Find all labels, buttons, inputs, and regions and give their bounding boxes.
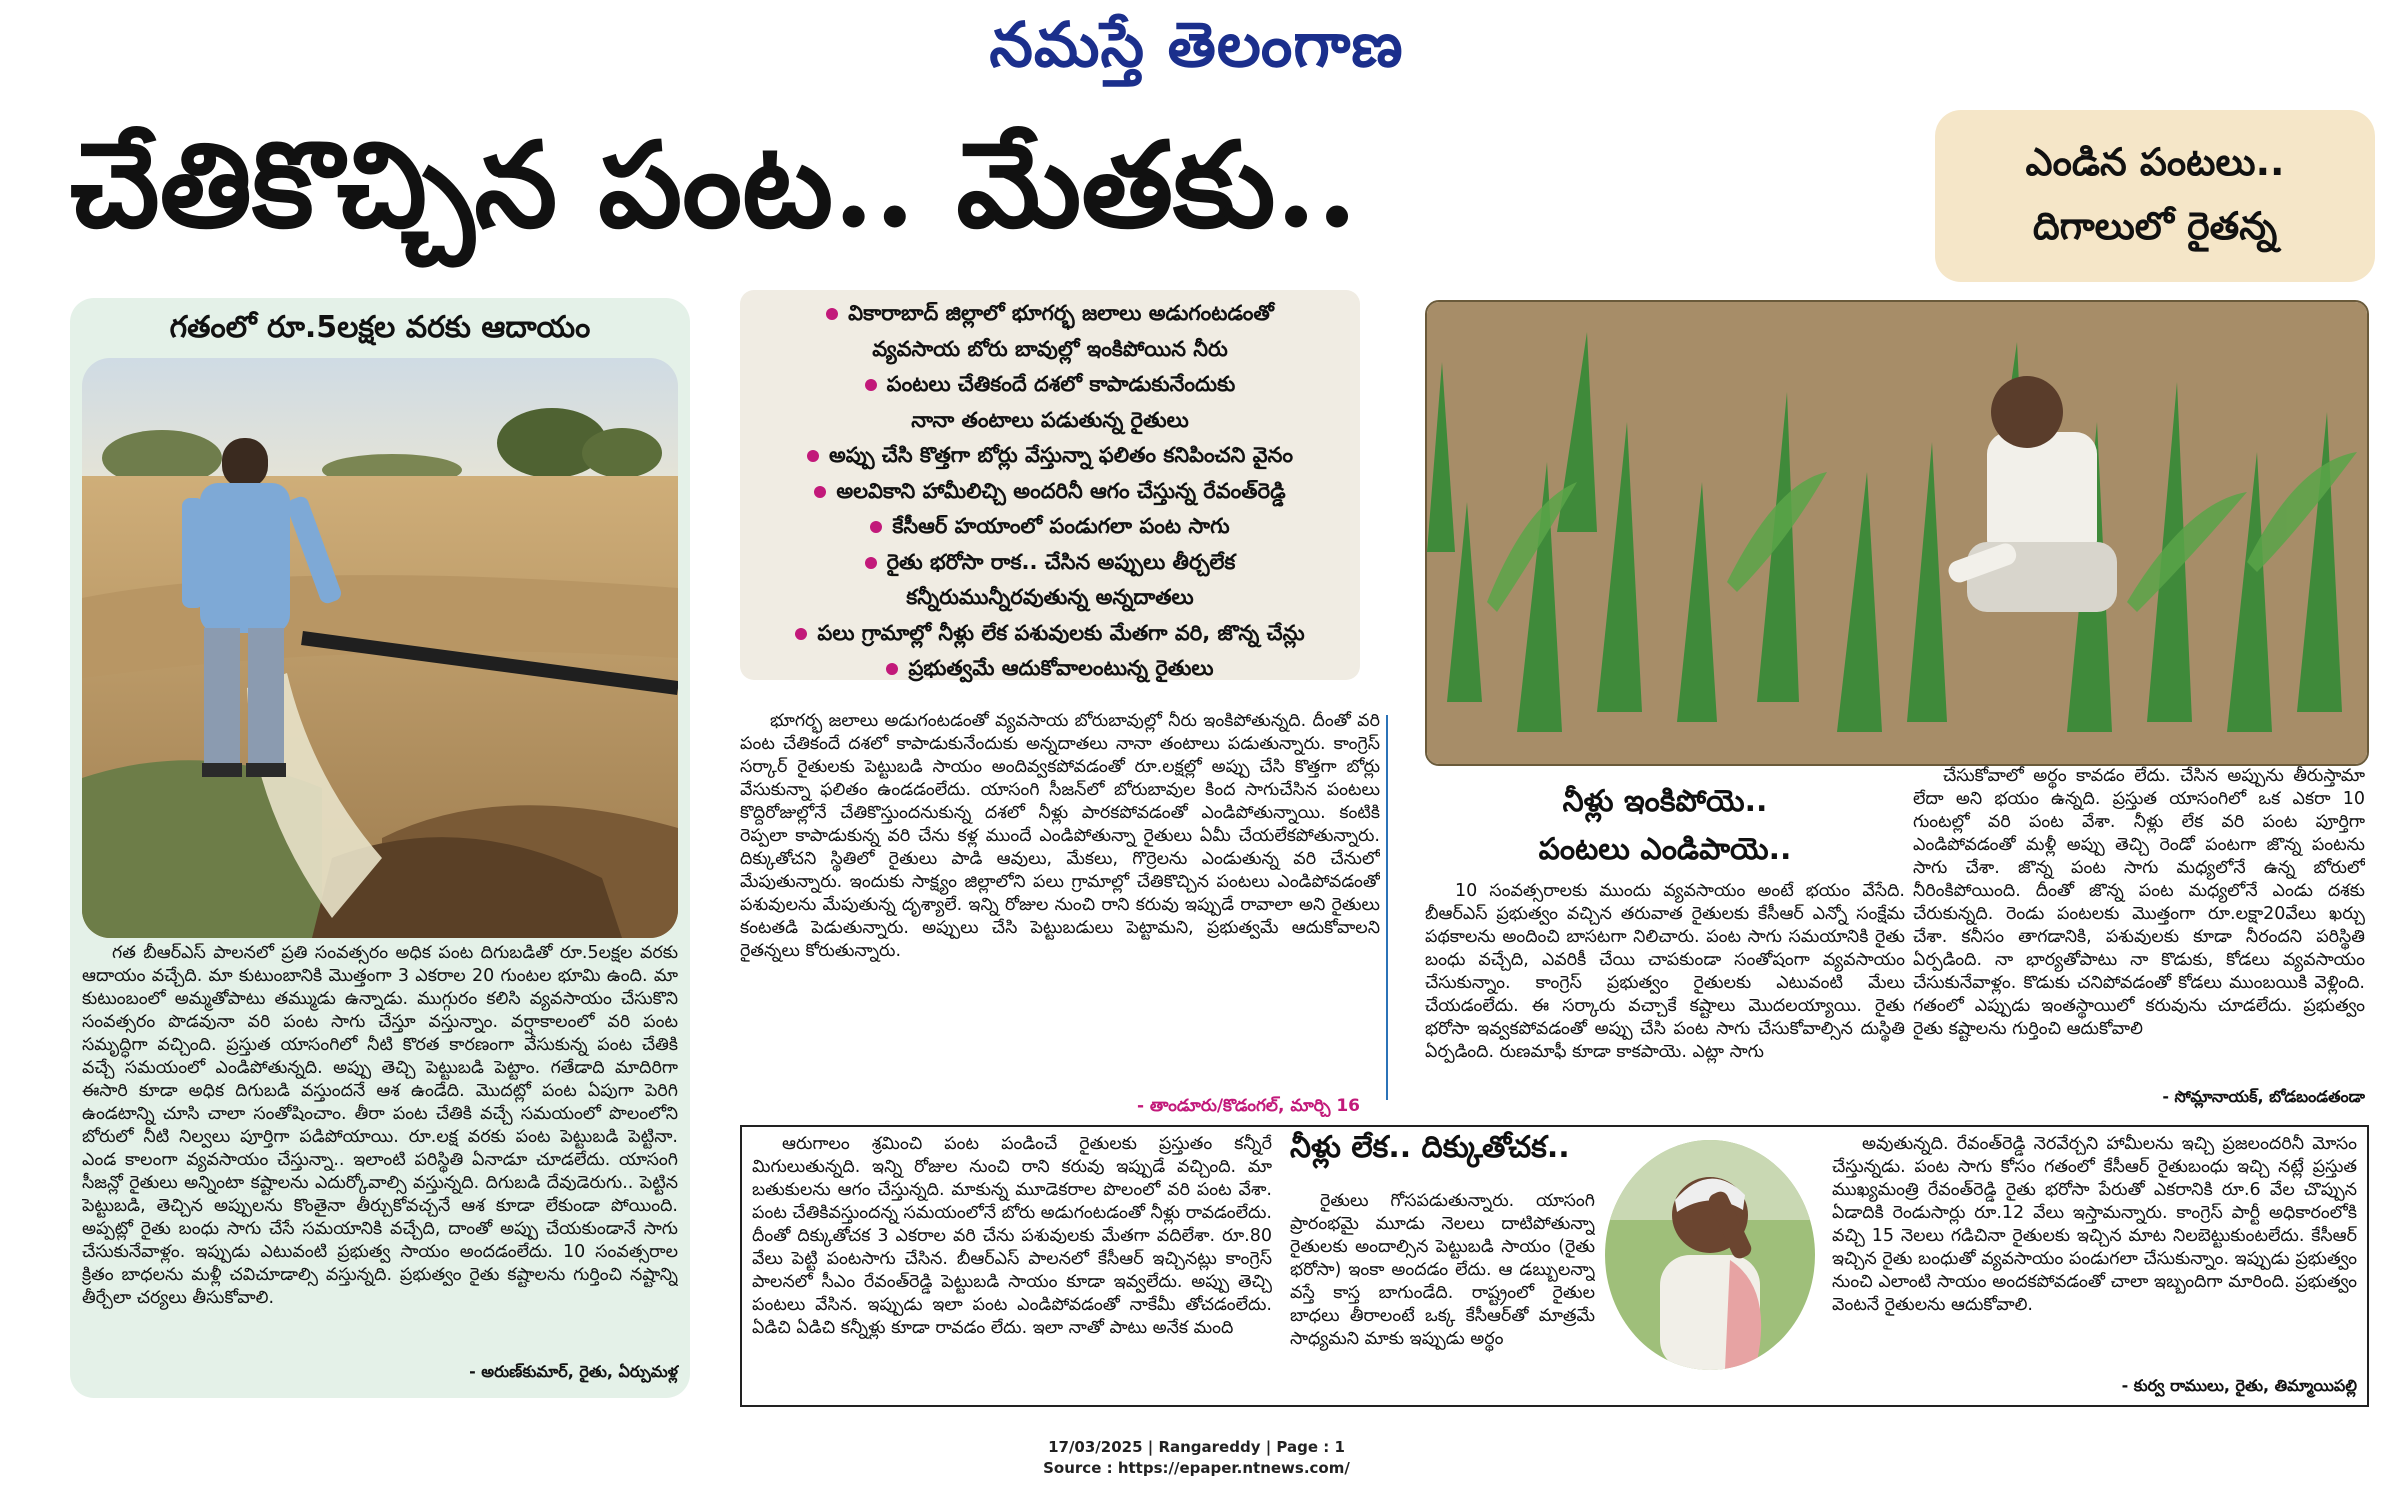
- middle-story-text: భూగర్భ జలాలు అడుగంటడంతో వ్యవసాయ బోరుబావుల్లో నీరు ఇంకిపోతున్నది. దీంతో వరి పంట చేతికందే దశలో కాపాడుకునేందుకు అన్నదాతలు నానా తంటాలు పడుతున్నారు. కాంగ్రెస్ సర్కార్ రైతులకు పెట్టుబడి సాయం అందివ్వకపోవడంతో రూ.లక్షల్లో అప్పు చేసి కొత్తగా బోర్లు వేసుకున్నా ఫలితం ఉండడంలేదు. యాసంగి సీజన్‌లో బోరుబావుల కింద సాగుచేసిన పంటలు కొద్దిరోజుల్లోనే చేతికొస్తుందనుకున్న దశలో నీళ్లు పారకపోవడంతో ఎండిపోతున్నాయి. కంటికి రెప్పలా కాపాడుకున్న వరి చేను కళ్ల ముందే ఎండిపోతున్నా రైతులు ఏమీ చేయలేకపోతున్నారు. దిక్కుతోచని స్థితిలో రైతులు పాడి ఆవులు, మేకలు, గొర్రెలను ఎండుతున్న వరి చేనులో మేపుతున్నారు. ఇందుకు సాక్ష్యం జిల్లాలోని పలు గ్రామాల్లో చేతికొచ్చిన పంటలు ఎండిపోవడంతో పశువులను మేపుతున్న దృశ్యాలే. ఇన్ని రోజుల నుంచి రాని కరువు ఇప్పుడే రావాలా అని రైతులు కంటతడి పెడుతున్నారు. అప్పులు చేసి పెట్టుబడులు పెట్టామని, ప్రభుత్వమే ఆదుకోవాలని రైతన్నలు కోరుతున్నారు.: [740, 711, 1380, 961]
- footer-source-link[interactable]: Source : https://epaper.ntnews.com/: [1043, 1459, 1350, 1477]
- bullet-dot-icon: [870, 521, 882, 533]
- highlight-item: నానా తంటాలు పడుతున్న రైతులు: [911, 407, 1189, 432]
- page-footer: [0, 1437, 2393, 1479]
- tagline-line-1: ఎండిన పంటలు..: [2025, 140, 2285, 184]
- right-story-sign: - సోమ్లానాయక్, బోడబండతండా: [2162, 1087, 2365, 1106]
- bullet-dot-icon: [814, 486, 826, 498]
- bottom-story-headline: నీళ్లు లేక.. దిక్కుతోచక..: [1290, 1130, 1570, 1165]
- highlight-item: రైతు భరోసా రాక.. చేసిన అప్పులు తీర్చలేక: [760, 545, 1340, 581]
- main-headline: చేతికొచ్చిన పంట.. మేతకు..: [70, 115, 1358, 254]
- right-story-headline-2: పంటలు ఎండిపాయె..: [1538, 832, 1792, 867]
- bottom-story-col3-text: అవుతున్నది. రేవంత్‌రెడ్డి నెరవేర్చని హామీలను ఇచ్చి ప్రజలందరినీ మోసం చేస్తున్నడు. పంట సాగు కోసం గతంలో కేసీఆర్ రైతుబంధు ఇచ్చి నట్లే ప్రస్తుత ముఖ్యమంత్రి రేవంత్‌రెడ్డి రైతు భరోసా పేరుతో ఎకరానికి రూ.6 వేల చొప్పున ఏడాదికి రెండుసార్లు రూ.12 వేలు ఇస్తామన్నారు. కాంగ్రెస్ పార్టీ అధికారంలోకి వచ్చి 15 నెలలు గడిచినా రైతులకు ఇచ్చిన మాట నిలబెట్టుకుంటలేదు. కేసీఆర్ ఇచ్చిన రైతు బంధుతో వ్యవసాయం పండుగలా చేసుకున్నాం. ఇప్పుడు ప్రభుత్వం నుంచి ఎలాంటి సాయం అందకపోవడంతో చాలా ఇబ్బందిగా మారింది. ప్రభుత్వం వెంటనే రైతులను ఆదుకోవాలి.: [1832, 1134, 2357, 1315]
- highlight-item: అప్పు చేసి కొత్తగా బోర్లు వేస్తున్నా ఫలితం కనిపించని వైనం: [760, 438, 1340, 474]
- left-story-body: [82, 942, 678, 1357]
- left-story-sign: - అరుణ్‌కుమార్, రైతు, ఏర్పుమళ్ల: [469, 1362, 678, 1381]
- highlight-item: వ్యవసాయ బోరు బావుల్లో ఇంకిపోయిన నీరు: [872, 336, 1228, 361]
- farmer-field-photo: [1425, 300, 2369, 766]
- highlight-item: అలవికాని హామీలిచ్చి అందరినీ ఆగం చేస్తున్న రేవంత్‌రెడ్డి: [760, 474, 1340, 510]
- highlight-item: ప్రభుత్వమే ఆదుకోవాలంటున్న రైతులు: [760, 651, 1340, 687]
- bullet-dot-icon: [886, 663, 898, 675]
- bullet-dot-icon: [795, 628, 807, 640]
- right-story-col1: [1425, 880, 1905, 1090]
- middle-story-dateline: - తాండూరు/కొడంగల్, మార్చి 16: [1136, 1096, 1360, 1116]
- bottom-story-col1: [752, 1133, 1272, 1395]
- bottom-story-sign: - కుర్వ రాములు, రైతు, తిమ్మాయిపల్లి: [2121, 1376, 2357, 1395]
- bottom-story-col1-text: ఆరుగాలం శ్రమించి పంట పండించే రైతులకు ప్రస్తుతం కన్నీరే మిగులుతున్నది. ఇన్ని రోజుల నుంచి రాని కరువు ఇప్పుడే వచ్చింది. మా బతుకులను ఆగం చేస్తున్నది. మాకున్న మూడెకరాల పొలంలో వరి పంట వేశా. పంట చేతికివస్తుందన్న సమయంలోనే బోరు అడుగంటడంతో నీళ్లు రావడంలేదు. దీంతో దిక్కుతోచక 3 ఎకరాల వరి చేను పశువులకు మేతగా వదిలేశా. రూ.80 వేలు పెట్టి పంటసాగు చేసిన. బీఆర్ఎస్ పాలనలో కేసీఆర్ ఇచ్చినట్లు కాంగ్రెస్ పాలనలో సీఎం రేవంత్‌రెడ్డి పెట్టుబడి సాయం కూడా ఇవ్వలేదు. అప్పు తెచ్చి పంటలు వేసిన. ఇప్పుడు ఇలా పంట ఎండిపోవడంతో నాకేమీ తోచడంలేదు. ఏడిచి ఏడిచి కన్నీళ్లు కూడా రావడం లేదు. ఇలా నాతో పాటు అనేక మంది: [752, 1134, 1272, 1338]
- bottom-story-col2-text: రైతులు గోసపడుతున్నారు. యాసంగి ప్రారంభమై మూడు నెలలు దాటిపోతున్నా రైతులకు అందాల్సిన పెట్టుబడి సాయం (రైతు భరోసా) ఇంకా అందడం లేదు. ఆ డబ్బులన్నా వస్తే కాస్త బాగుండేది. రాష్ట్రంలో రైతుల బాధలు తీరాలంటే ఒక్క కేసీఆర్‌తో మాత్రమే సాధ్యమని మాకు ఇప్పుడు అర్థం: [1290, 1191, 1595, 1349]
- highlight-item: కన్నీరుమున్నీరవుతున్న అన్నదాతలు: [906, 585, 1194, 609]
- bottom-story-col3: [1832, 1133, 2357, 1378]
- left-story-text: గత బీఆర్ఎస్ పాలనలో ప్రతి సంవత్సరం అధిక పంట దిగుబడితో రూ.5లక్షల వరకు ఆదాయం వచ్చేది. మా కుటుంబానికి మొత్తంగా 3 ఎకరాల 20 గుంటల భూమి ఉంది. మా కుటుంబంలో అమ్మతోపాటు తమ్ముడు ఉన్నాడు. ముగ్గురం కలిసి వ్యవసాయం చేసుకొని సంవత్సరం పొడవునా వరి పంట సాగు చేస్తూ వస్తున్నాం. వర్షాకాలంలో వరి పంట సమృద్ధిగా వచ్చింది. ప్రస్తుత యాసంగిలో నీటి కొరత కారణంగా వేసుకున్న పంట చేతికి వచ్చే సమయంలో ఎండిపోతున్నది. అప్పు తెచ్చి పెట్టుబడి పెట్టాం. గతేడాది మాదిరిగా ఈసారి కూడా అధిక దిగుబడి వస్తుందనే ఆశ ఉండేది. మొదట్లో పంట ఏపుగా పెరిగి ఉండటాన్ని చూసి చాలా సంతోషించాం. తీరా పంట చేతికి వచ్చే సమయంలో పొలంలోని బోరులో నీటి నిల్వలు పూర్తిగా పడిపోయాయి. రూ.లక్ష వరకు పంట పెట్టుబడి పెట్టినా. ఎండ కాలంగా వ్యవసాయం చేస్తున్నా.. ఇలాంటి పరిస్థితి ఏనాడూ చూడలేదు. యాసంగి సీజన్లో రైతులు అన్నింటా కష్టాలను ఎదుర్కోవాల్సి వస్తున్నది. దిగుబడి దేవుడెరుగు.. పెట్టిన పెట్టుబడి, తెచ్చిన అప్పులను కొంతైనా తీర్చుకోవచ్చనే ఆశ కూడా లేకుండా పోయింది. అప్పట్లో రైతు బంధు సాగు చేసే సమయానికి వచ్చేది, దాంతో అప్పు చేయకుండానే సాగు చేసుకునేవాళ్లం. ఇప్పుడు ఎటువంటి ప్రభుత్వ సాయం అందడంలేదు. 10 సంవత్సరాల క్రితం బాధలను మళ్లీ చవిచూడాల్సి వస్తున్నది. ప్రభుత్వం రైతు కష్టాలను గుర్తించి నష్టాన్ని తీర్చేలా చర్యలు తీసుకోవాలి.: [82, 943, 678, 1308]
- farmer-portrait-photo: [1605, 1140, 1815, 1370]
- bullet-dot-icon: [826, 308, 838, 320]
- column-divider: [1386, 715, 1388, 1100]
- middle-story-body: [740, 710, 1380, 1090]
- highlight-item: పలు గ్రామాల్లో నీళ్లు లేక పశువులకు మేతగా వరి, జొన్న చేన్లు: [760, 616, 1340, 652]
- right-story-col2-text: చేసుకోవాలో అర్థం కావడం లేదు. చేసిన అప్పును తీరుస్తామా లేదా అని భయం ఉన్నది. ప్రస్తుత యాసంగిలో ఒక ఎకరా 10 గుంటల్లో వరి పంట వేశా. నీళ్లు లేక వరి పంట పూర్తిగా ఎండిపోవడంతో మళ్లీ అప్పు తెచ్చి రెండో పంటగా జొన్న పంటను సాగు చేశా. జొన్న పంట సాగు మధ్యలోనే ఉన్న బోరులో నీరింకిపోయింది. దీంతో జొన్న పంట మధ్యలోనే ఎండు దశకు చేరుకున్నది. రెండు పంటలకు మొత్తంగా రూ.లక్షా20వేలు ఖర్చు చేశా. కనీసం తాగడానికి, పశువులకు కూడా నీరందని పరిస్థితి ఏర్పడింది. నా భార్యతోపాటు నా కొడుకు, కోడలు వ్యవసాయం చేసుకునేవాళ్లం. కొడుకు చనిపోవడంతో కోడలు ముంబయికి వెళ్లింది. గతంలో ఎప్పుడు ఇంతస్థాయిలో కరువును చూడలేదు. ప్రభుత్వం రైతు కష్టాలను గుర్తించి ఆదుకోవాలి: [1913, 766, 2365, 1039]
- footer-date-page: 17/03/2025 | Rangareddy | Page : 1: [1048, 1438, 1345, 1456]
- newspaper-masthead: నమస్తే తెలంగాణ: [989, 8, 1404, 81]
- right-story-headline-1: నీళ్లు ఇంకిపోయె..: [1562, 784, 1768, 819]
- bullet-dot-icon: [865, 379, 877, 391]
- highlight-item: పంటలు చేతికందే దశలో కాపాడుకునేందుకు: [760, 367, 1340, 403]
- highlights-list: [760, 296, 1340, 687]
- tagline-line-2: దిగాలులో రైతన్న: [2032, 204, 2278, 248]
- bullet-dot-icon: [807, 450, 819, 462]
- right-story-headline: [1425, 778, 1905, 874]
- left-story-title: గతంలో రూ.5లక్షల వరకు ఆదాయం: [169, 310, 591, 345]
- highlight-item: వికారాబాద్ జిల్లాలో భూగర్భ జలాలు అడుగంటడంతో: [760, 296, 1340, 332]
- highlight-item: కేసీఆర్ హయాంలో పండుగలా పంట సాగు: [760, 509, 1340, 545]
- right-story-col1-text: 10 సంవత్సరాలకు ముందు వ్యవసాయం అంటే భయం వేసేది. బీఆర్ఎస్ ప్రభుత్వం వచ్చిన తరువాత రైతులకు కేసీఆర్ ఎన్నో సంక్షేమ పథకాలను అందించి బాసటగా నిలిచారు. పంట సాగు సమయానికి రైతు బంధు వచ్చేది, ఎవరికీ చేయి చాపకుండా సంతోషంగా వ్యవసాయం చేసుకున్నాం. కాంగ్రెస్ ప్రభుత్వం రైతులకు ఎటువంటి మేలు చేయడంలేదు. ఈ సర్కారు వచ్చాకే కష్టాలు మొదలయ్యాయి. రైతు భరోసా ఇవ్వకపోవడంతో అప్పు చేసి పంట సాగు చేసుకోవాల్సిన దుస్థితి ఏర్పడింది. రుణమాఫీ కూడా కాకపాయె. ఎట్లా సాగు: [1425, 881, 1905, 1062]
- right-story-col2: [1913, 765, 2365, 1083]
- bottom-story-col2: [1290, 1190, 1595, 1395]
- tagline-box: [1935, 110, 2375, 282]
- farmer-pipe-photo: [82, 358, 678, 938]
- bullet-dot-icon: [865, 557, 877, 569]
